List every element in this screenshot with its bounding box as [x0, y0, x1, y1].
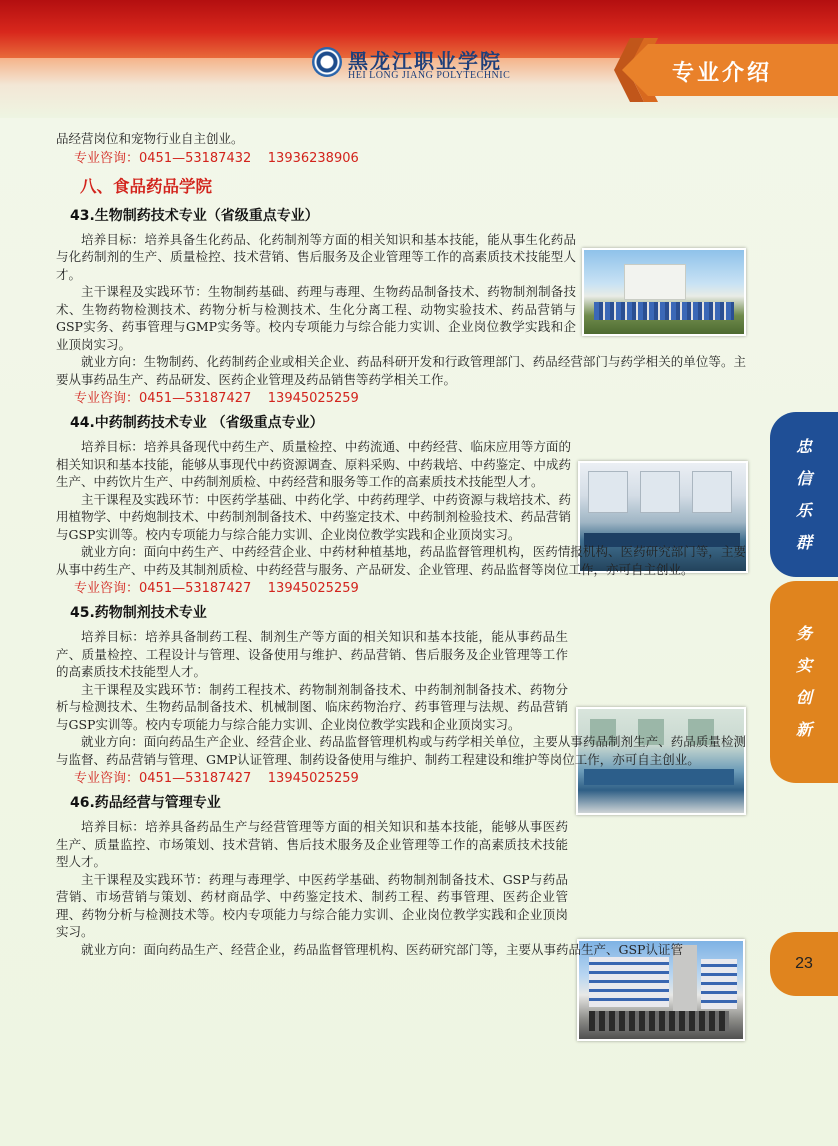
major-career: 就业方向：生物制药、化药制药企业或相关企业、药品科研开发和行政管理部门、药品经营部门与药学相关的单位等。主要从事药品生产、药品研发、医药企业管理及药品销售等药学相关工作。 [56, 354, 746, 387]
major-goal: 培养目标：培养具备现代中药生产、质量检控、中药流通、中药经营、临床应用等方面的相关知识和基本技能，能够从事现代中药资源调查、原料采购、中药栽培、中药鉴定、中成药生产、中药饮片生产、中药制剂质检、中药经营和服务等工作的高素质技术技能型人才。 [56, 439, 571, 489]
school-name-cn: 黑龙江职业学院 [348, 49, 502, 73]
school-name-en: HEI LONG JIANG POLYTECHNIC [348, 70, 511, 81]
major-courses: 主干课程及实践环节：生物制药基础、药理与毒理、生物药品制备技术、药物制剂制备技术、生物药物检测技术、药物分析与检测技术、生化分离工程、动物实验技术、药品营销与GSP实务、药事管理与GMP实务等。校内专项能力与综合能力实训、企业岗位教学实践和企业顶岗实习。 [56, 284, 576, 352]
major-career: 就业方向：面向中药生产、中药经营企业、中药材种植基地，药品监督管理机构，医药情报机构、医药研究部门等，主要从事中药生产、中药及其制剂质检、中药经营与服务、产品研发、企业管理、药品监督等岗位工作，亦可自主创业。 [56, 544, 746, 577]
major-title: 46.药品经营与管理专业 [70, 795, 221, 811]
college-heading: 八、食品药品学院 [80, 176, 212, 196]
school-logo [312, 45, 542, 85]
side-tab-char: 信 [795, 468, 812, 488]
consult-line: 专业咨询：0451—53187427 13945025259 [74, 391, 359, 406]
main-content [56, 130, 746, 958]
consult-line: 专业咨询：0451—53187432 13936238906 [74, 150, 359, 166]
side-tab-char: 务 [795, 624, 812, 643]
section-title: 专业介绍 [672, 61, 773, 86]
major-title: 45.药物制剂技术专业 [70, 605, 207, 621]
major-courses: 主干课程及实践环节：中医药学基础、中药化学、中药药理学、中药资源与栽培技术、药用植物学、中药炮制技术、中药制剂制备技术、中药鉴定技术、中药制剂检验技术、药品营销与GSP实训等。校内专项能力与综合能力实训、企业岗位教学实践和企业顶岗实习。 [56, 491, 571, 542]
side-tab-char: 忠 [795, 436, 812, 456]
page-number: 23 [770, 932, 838, 996]
major-goal: 培养目标：培养具备生化药品、化药制剂等方面的相关知识和基本技能，能从事生化药品与化药制剂的生产、质量检控、技术营销、售后服务及企业管理等工作的高素质技术技能型人才。 [56, 231, 576, 282]
consult-line: 专业咨询：0451—53187427 13945025259 [74, 581, 359, 596]
major-43 [56, 205, 746, 411]
major-goal: 培养目标：培养具备制药工程、制剂生产等方面的相关知识和基本技能，能从事药品生产、质量检控、工程设计与管理、设备使用与维护、药品营销、售后服务及企业管理等工作的高素质技术技能型人才。 [56, 629, 568, 679]
consult-line: 专业咨询：0451—53187427 13945025259 [74, 771, 359, 786]
side-tab-char: 群 [795, 532, 812, 552]
major-46 [56, 792, 746, 958]
major-title: 44.中药制药技术专业 （省级重点专业） [70, 415, 324, 431]
side-tab-char: 创 [795, 688, 812, 707]
major-44 [56, 412, 746, 600]
previous-section-tail: 品经营岗位和宠物行业自主创业。 [56, 131, 244, 146]
major-45 [56, 602, 746, 790]
side-tab-char: 乐 [795, 500, 812, 520]
major-title: 43.生物制药技术专业（省级重点专业） [70, 207, 319, 224]
major-career: 就业方向：面向药品生产、经营企业，药品监督管理机构、医药研究部门等，主要从事药品生产、GSP认证管 [81, 941, 683, 957]
side-tab-motto-2 [770, 581, 838, 783]
side-tab-char: 新 [795, 720, 812, 739]
side-tab-char: 实 [795, 656, 812, 675]
side-tab-motto-1 [770, 412, 838, 577]
major-goal: 培养目标：培养具备药品生产与经营管理等方面的相关知识和基本技能，能够从事医药生产、质量监控、市场策划、技术营销、售后技术服务及企业管理等工作的高素质技术技能型人才。 [56, 819, 568, 869]
major-career: 就业方向：面向药品生产企业、经营企业、药品监督管理机构或与药学相关单位，主要从事药品制剂生产、药品质量检测与监督、药品营销与管理、GMP认证管理、制药设备使用与维护、制药工程建设和维护等岗位工作，亦可自主创业。 [56, 734, 746, 767]
major-courses: 主干课程及实践环节：药理与毒理学、中医药学基础、药物制剂制备技术、GSP与药品营销、市场营销与策划、药材商品学、中药鉴定技术、制药工程、药事管理、医药企业管理、药物分析与检测技术等。校内专项能力与综合能力实训、企业岗位教学实践和企业顶岗实习。 [56, 871, 568, 939]
school-emblem-icon [312, 47, 342, 77]
major-courses: 主干课程及实践环节：制药工程技术、药物制剂制备技术、中药制剂制备技术、药物分析与检测技术、生物药品制备技术、机械制图、临床药物治疗、药事管理与法规、药品营销与GSP实训等。校内专项能力与综合能力实训、企业岗位教学实践和企业顶岗实习。 [56, 681, 568, 732]
